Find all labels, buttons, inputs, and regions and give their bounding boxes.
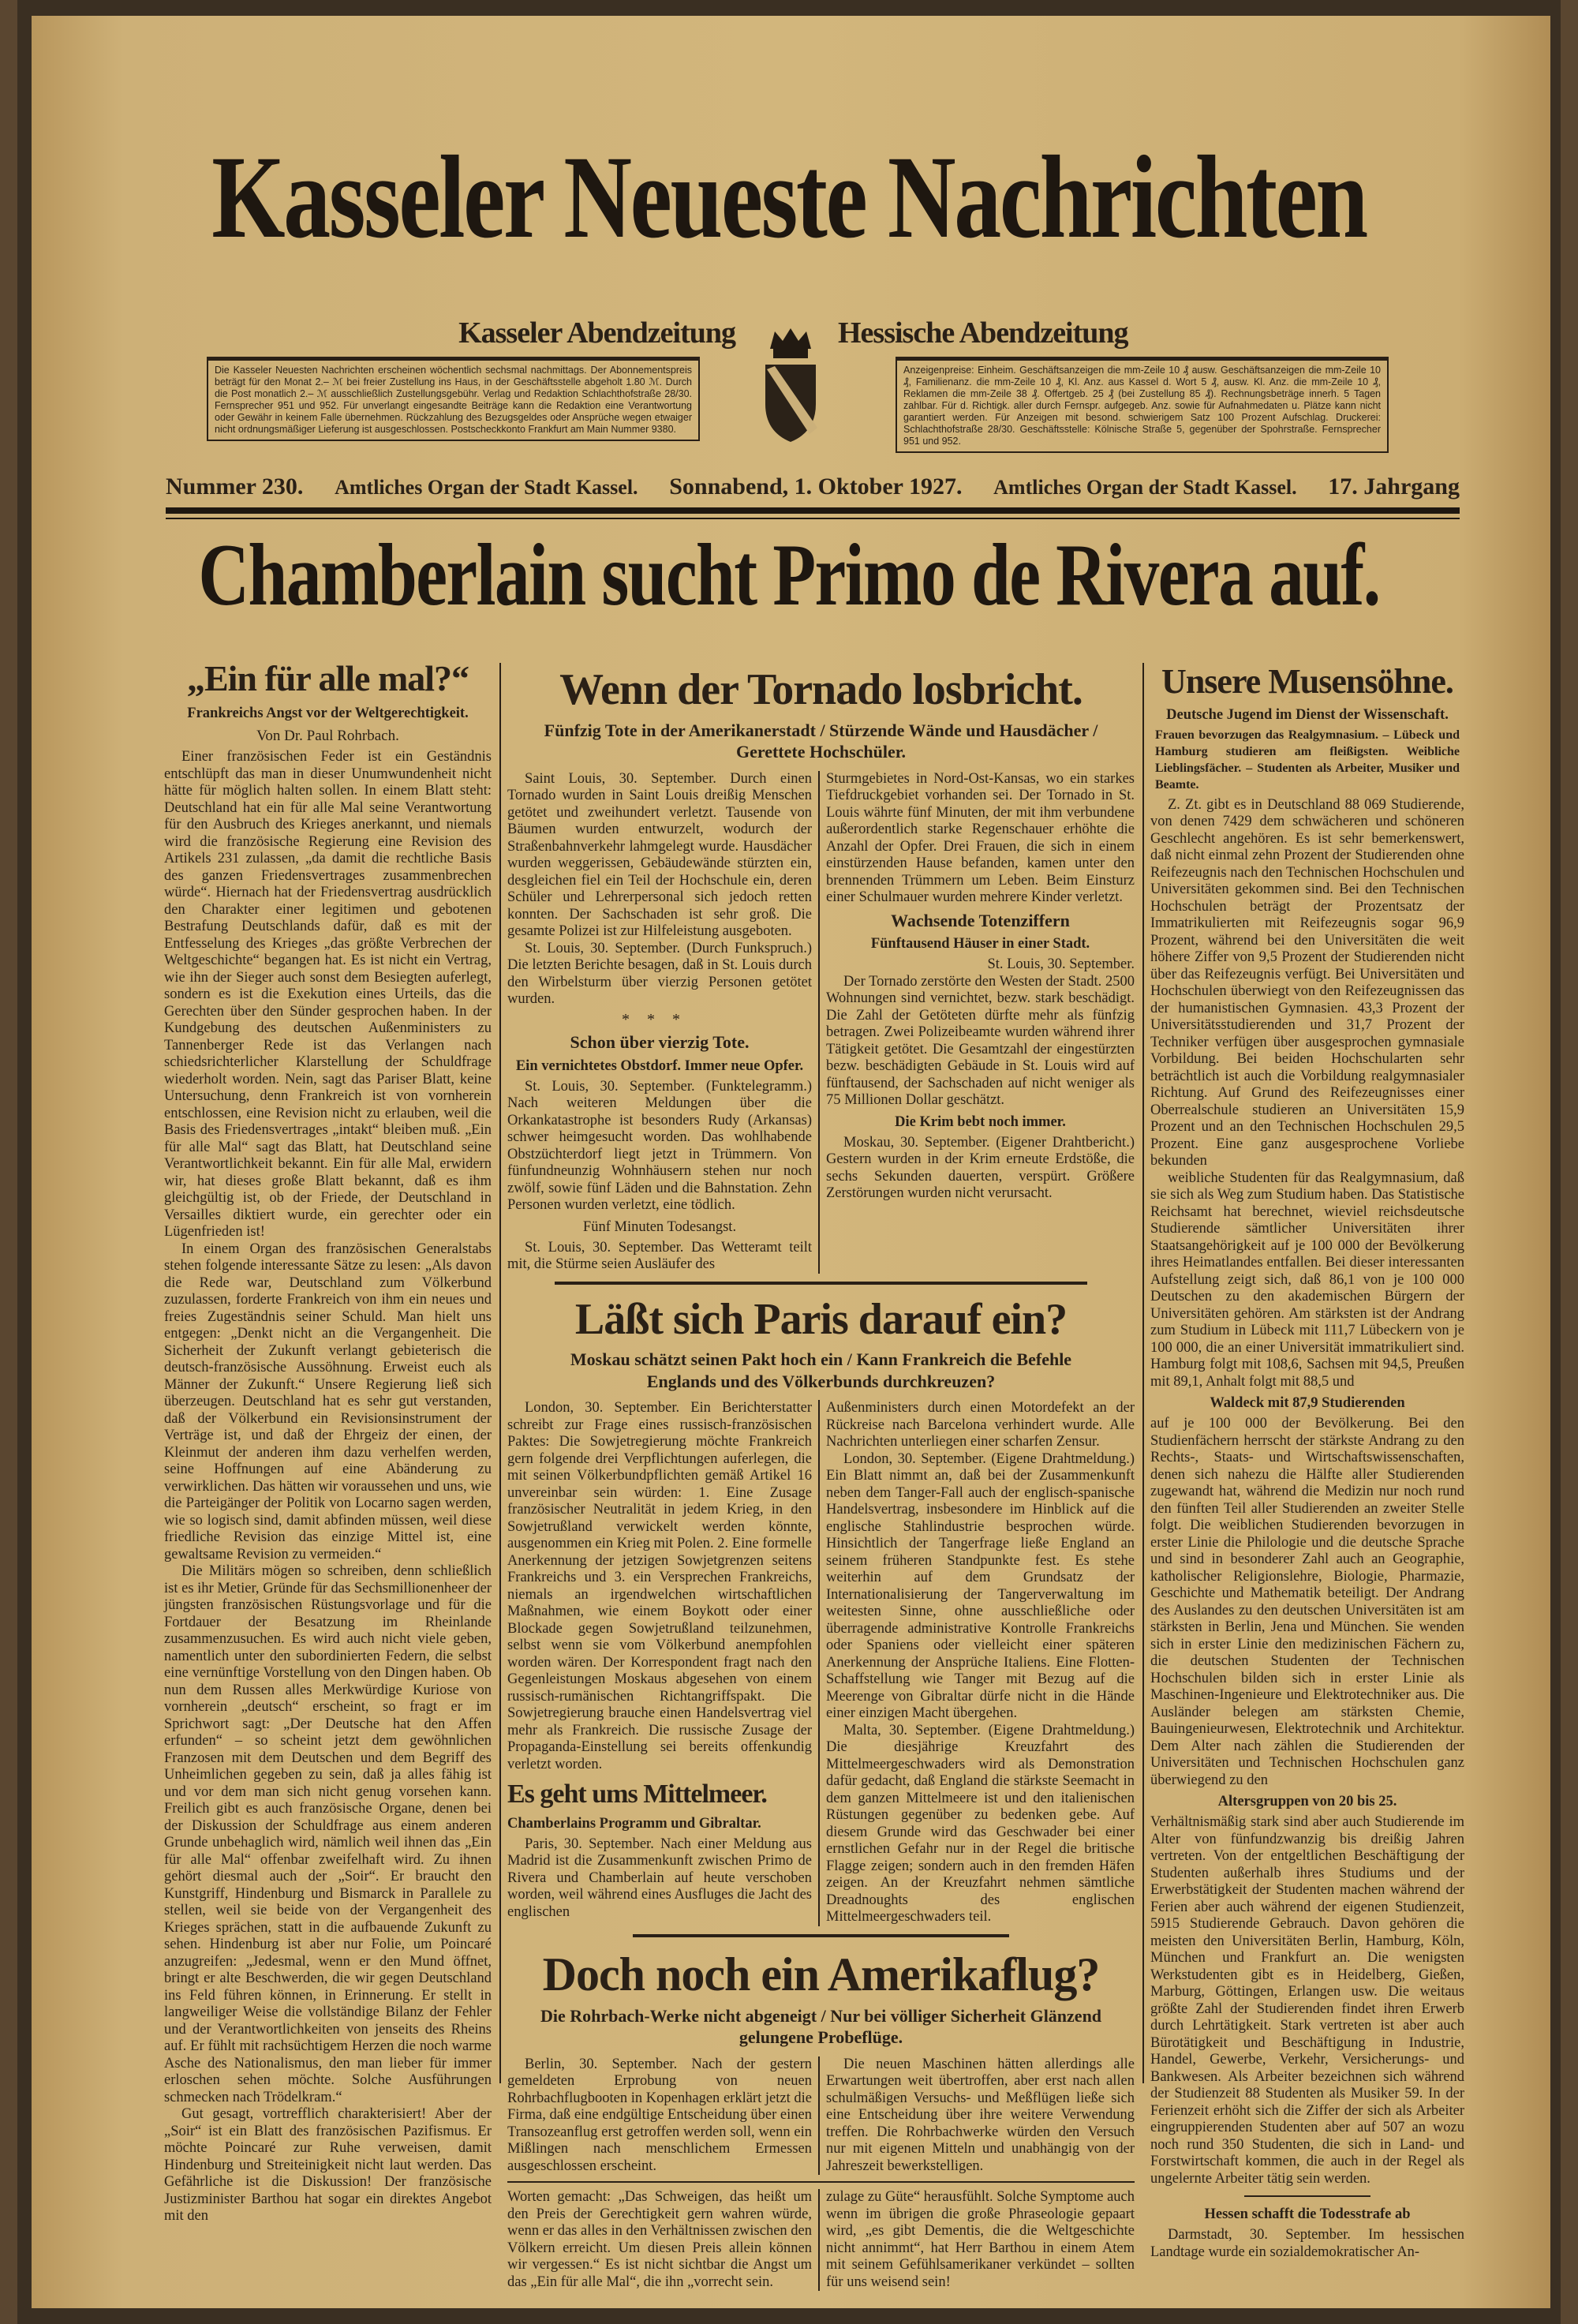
paragraph: Sturmgebietes in Nord-Ost-Kansas, wo ein starkes Tiefdruckgebiet vorhanden sei. Der Tornado in St. Louis währte fünf Minuten, der mit ihm verbundene außerordentlich starke Regenschauer erhöhte die Anzahl der Opfer. Drei Frauen, die sich in einem einstürzenden Hause befanden, kamen unter den brennenden Trümmern um Leben. Beim Einsturz einer Schulmauer wurden mehrere Kinder verletzt. (826, 770, 1135, 906)
official-organ-right: Amtliches Organ der Stadt Kassel. (993, 476, 1297, 499)
paragraph: Die neuen Maschinen hätten allerdings alle Erwartungen weit übertroffen, aber erst nach allen schulmäßigen Versuchs- und Meßflügen ließe sich eine Entscheidung über ihre weitere Verwendung treffen. Die Rohrbachwerke würden den Versuch nur mit eigenen Mitteln und unabhängig von der Jahreszeit bewerkstelligen. (826, 2056, 1135, 2174)
column-divider (1142, 663, 1144, 2083)
subhead: Fünf Minuten Todesangst. (582, 1218, 737, 1235)
continuation-column-a (507, 2189, 813, 2291)
tornado-column-b (818, 771, 1135, 1274)
volume-year: 17. Jahrgang (1328, 473, 1460, 500)
issue-date: Sonnabend, 1. Oktober 1927. (669, 473, 963, 500)
article-summary: Frauen bevorzugen das Realgymnasium. – Lübeck und Hamburg studieren am fleißigsten. Weibliche Lieblingsfächer. – Studenten als Arbeiter, Musiker und Beamte. (1155, 728, 1460, 792)
subhead: Waldeck mit 87,9 Studierenden (1210, 1395, 1405, 1412)
paragraph: Malta, 30. September. (Eigene Drahtmeldung.) Die diesjährige Kreuzfahrt des Mittelmeergeschwaders wird als Demonstration dafür gedacht, daß England die stärkste Seemacht in dem ganzen Mittelmeere ist und den italienischen Rüstungen gegenüber zu bedenken gebe. Auf diesem Grunde wird das Geschwader bei einer ernstlichen Gefahr nur in der Regel die britische Flagge zeigen; sondern auch in den fremden Häfen zeigen. An der Kreuzfahrt nehmen sämtliche Dreadnoughts des englischen Mittelmeergeschwaders teil. (826, 1722, 1135, 1925)
section-rule (633, 1934, 1009, 1937)
article-title: „Ein für alle mal?“ (186, 658, 469, 698)
paris-header (507, 1293, 1135, 1401)
paragraph: St. Louis, 30. September. Das Wetteramt teilt mit, die Stürme seien Ausläufer des (507, 1239, 812, 1273)
masthead-subtitle-right: Hessische Abendzeitung (838, 316, 1128, 350)
subscription-info-box: Die Kasseler Neuesten Nachrichten erscheinen wöchentlich sechsmal nachmittags. Der Abonnementspreis beträgt für den Monat 2.– ℳ bei freier Zustellung ins Haus, in der Geschäftsstelle abgeholt 1.80 ℳ. Durch die Post monatlich 2.– ℳ ausschließlich Zustellungsgebühr. Verlag und Redaktion Schlachthofstraße 28/30. Fernsprecher 951 und 952. Für unverlangt eingesandte Beiträge kann die Redaktion eine Verantwortung oder Gewähr in keinem Falle übernehmen. Rückzahlung des Bezugsgeldes oder Ansprüche wegen etwaiger nicht ordnungsmäßiger Lieferung ist ausgeschlossen. Postscheckkonto Frankfurt am Main Nummer 9380. (207, 357, 700, 441)
paris-body (507, 1400, 1135, 1926)
dateline-text: St. Louis, 30. September. (987, 956, 1135, 973)
masthead-subtitle-left: Kasseler Abendzeitung (458, 316, 735, 350)
paragraph: Moskau, 30. September. (Eigener Drahtbericht.) Gestern wurden in der Krim erneute Erdstöße, die sechs Sekunden dauerten, verspürt. Größere Zerstörungen wurden nicht verursacht. (826, 1134, 1135, 1202)
continuation-column-b (818, 2189, 1135, 2291)
dateline (166, 473, 1460, 505)
paragraph: Der Tornado zerstörte den Westen der Stadt. 2500 Wohnungen sind vernichtet, bezw. stark beschädigt. Die Zahl der Getöteten dürfte mehr als fünfzig betragen. Zwei Polizeibeamte wurden während ihrer Tätigkeit getötet. Die Gesamtzahl der eingestürzten bezw. beschädigten Gebäude in St. Louis wird auf fünftausend, der Sachschaden auf nicht weniger als 75 Millionen Dollar geschätzt. (826, 973, 1135, 1109)
paragraph: Worten gemacht: „Das Schweigen, das heißt um den Preis der Gerechtigkeit gern wahren würde, wenn er das alles in den Verhältnissen zwischen den Völkern erreicht. Um diesen Preis allein können wir vergessen.“ Es ist nicht sichtbar die Angst um das „Ein für alle Mal“, die ihn „vorrecht sein. (507, 2189, 812, 2290)
article-subtitle: Frankreichs Angst vor der Weltgerechtigkeit. (187, 705, 469, 721)
article-title: Unsere Musensöhne. (1161, 662, 1453, 701)
paragraph: Z. Zt. gibt es in Deutschland 88 069 Studierende, von denen 7429 dem schwächeren und schöneren Geschlecht angehören. Es ist sehr bemerkenswert, daß nicht einmal zehn Prozent der Studierenden ohne Reifezeugnis nach den Technischen Hochschulen und Universitäten gekommen sind. Bei den Technischen Hochschulen beträgt der Prozentsatz der Immatrikulierten mit Reifezeugnis sogar 96,9 Prozent, während bei den Universitäten die weit höhere Ziffer von 9,5 Prozent der Studierenden nicht über das Reifezeugnis verfügt. Bei Universitäten und Hochschulen überwiegt von den Reifezeugnissen das der humanistischen Gymnasien. 43,3 Prozent der Universitätsstudierenden und 31,7 Prozent der Techniker verfügen über ausgesprochen gymnasiale Vorbildung. Bei beiden Hochschularten sehr beträchtlich ist auch die Vorbildung realgymnasialer Richtung. Auf Grund des Reifezeugnisses einer Oberrealschule studieren an Universitäten 15,9 Prozent und an den Technischen Hochschulen 29,5 Prozent. Eine ganz ausgesprochene Vorliebe bekunden (1150, 796, 1464, 1169)
paragraph: Die Militärs mögen so schreiben, denn schließlich ist es ihr Metier, Gründe für das Sechsmillionenheer der jüngsten französischen Rüstungsvorlage und für die Fortdauer der Besatzung im Rheinlande zusammenzusuchen. Es wird auch nicht viele geben, namentlich unter den subordinierten Federn, die selbst eine vernünftige Vorstellung von den Dingen haben. Ob nun dem Russen alles Merkwürdige Kuriose von vornherein „deutsch“ erscheint, so fragt er im Sprichwort sagt: „Der Deutsche hat den Affen erfunden“ – so scheint jetzt dem gewöhnlichen Franzosen mit dem Deutschen und dem Begriff des Unheimlichen gegeben zu sein, daß ja alles fähig ist und vor dem man sich nicht genug vorsehen kann. Freilich gibt es auch französische Organe, denen bei der Diskussion der Schuldfrage aus einem anderen Grunde unbehaglich wird, nämlich weil ihnen das „Ein für alle Mal“ offenbar zweifelhaft wird. Zu ihnen gehört diesmal auch der „Soir“. Er braucht den Kunstgriff, Hindenburg und Bismarck in Parallele zu stellen, weil sie beide von der Vergangenheit des Krieges sprächen, statt in die aufbauende Zukunft zu sehen. Hindenburg ist aber nur Folie, um Poincaré anzugreifen: „Jedesmal, wenn er den Mund öffnet, bringt er alte Beschwerden, die wir gegen Deutschland ins Feld führen können, in Erinnerung. Er stellt in langweiliger Weise die vollständige Bilanz der Fehler und der Verantwortlichkeiten von jenseits des Rheins auf. Er fühlt mit rachsüchtigem Herzen die noch warme Asche des Nationalismus, den man lieber für immer erloschen sehen möchte. Solche Ausführungen schmecken nach Trödelkram.“ (164, 1563, 492, 2105)
paragraph: Außenministers durch einen Motordefekt an der Rückreise nach Barcelona verhindert wurde. Alle Nachrichten unterliegen einer scharfen Zensur. (826, 1400, 1135, 1450)
subhead: Wachsende Totenziffern (891, 910, 1070, 930)
amerikaflug-header (507, 1945, 1135, 2056)
article-ein-fuer-alle-mal (164, 659, 492, 2225)
masthead-rule-thick (166, 507, 1460, 514)
article-byline: Von Dr. Paul Rohrbach. (256, 727, 399, 744)
paragraph: zulage zu Güte“ herausfühlt. Solche Symptome auch wenn im übrigen die große Phraseologie gepaart wird, „es gibt Dementis, die die Weltgeschichte nicht annimmt“, hat Herr Barthou in einem Atem mit seinem Gefühlsamerikaner verkündet – sollten für uns weisend sein! (826, 2189, 1135, 2290)
article-mittelmeer (507, 1779, 812, 1921)
tornado-header (507, 663, 1135, 771)
article-subtitle: Chamberlains Programm und Gibraltar. (507, 1815, 761, 1832)
continuation-body (507, 2189, 1135, 2291)
amerikaflug-body (507, 2056, 1135, 2176)
column-divider (499, 663, 501, 2083)
amerikaflug-column-b (818, 2056, 1135, 2176)
paragraph: Berlin, 30. September. Nach der gestern gemeldeten Erprobung von neuen Rohrbachflugbooten in Kopenhagen erklärt jetzt die Firma, daß eine endgültige Entscheidung über einen Transozeanflug erst getroffen werden soll, wenn ein Mißlingen nach menschlichem Ermessen ausgeschlossen erscheint. (507, 2056, 812, 2174)
paragraph: Paris, 30. September. Nach einer Meldung aus Madrid ist die Zusammenkunft zwischen Primo de Rivera und Chamberlain auf heute verschoben worden, weil während eines Ausfluges die Jacht des englischen (507, 1836, 812, 1920)
paragraph: weibliche Studenten für das Realgymnasium, daß sie sich als Weg zum Studium haben. Das Statistische Reichsamt hat berechnet, wieviel reichsdeutsche Studierende sämtlicher Universitäten ihrer Staatsangehörigkeit auf je 100 000 der Bevölkerung ihres Heimatlandes entfallen. Bei dieser interessanten Aufstellung zeigt sich, daß 86,1 von je 100 000 Deutschen zu den akademischen Bürgern der Universitäten gehören. Am stärksten ist der Andrang zum Studium in Lübeck mit 111,7 Lübeckern von je 100 000, die an einer Universität immatrikuliert sind. Hamburg folgt mit 108,6, Sachsen mit 94,5, Preußen mit 89,1, Anhalt folgt mit 88,5 und (1150, 1169, 1464, 1390)
subhead-subtitle: Fünftausend Häuser in einer Stadt. (870, 936, 1090, 952)
section-rule (555, 1282, 1088, 1285)
paris-column-b (818, 1400, 1135, 1926)
paragraph: Saint Louis, 30. September. Durch einen Tornado wurden in Saint Louis dreißig Menschen getötet und zweihundert verletzt. Tausende von Bäumen wurden entwurzelt, wodurch der Straßenbahnverkehr lahmgelegt wurde. Hausdächer wurden weggerissen, Gebäudewände stürzten ein, desgleichen fiel ein Teil der Hochschule ein, deren Schüler und Lehrerpersonal sich jedoch retten konnten. Der Sachschaden ist sehr groß. Die gesamte Polizei ist zur Hilfeleistung ausgeboten. (507, 770, 812, 940)
amerikaflug-column-a (507, 2056, 813, 2176)
masthead-title: Kasseler Neueste Nachrichten (211, 132, 1367, 263)
scan-edge-left (0, 0, 17, 2324)
paris-column-a (507, 1400, 813, 1926)
scan-edge-right (1561, 0, 1578, 2324)
article-musensoehne (1150, 663, 1464, 2261)
article-title: Läßt sich Paris darauf ein? (574, 1294, 1068, 1344)
advertising-rates-box: Anzeigenpreise: Einheim. Geschäftsanzeigen die mm-Zeile 10 ₰ ausw. Geschäftsanzeigen die mm-Zeile 10 ₰, Familienanz. die mm-Zeile 10 ₰, Kl. Anz. aus Kassel d. Wort 5 ₰, ausw. Kl. Anz. die mm-Zeile 10 ₰, Reklamen die mm-Zeile 38 ₰. Offertgeb. 25 ₰ (bei Zustellung 85 ₰). Rechnungsbeträge innerh. 5 Tagen zahlbar. Für d. Richtigk. aller durch Fernspr. aufgegeb. Anz. sowie für Aufnahmedaten u. Plätze kann nicht garantiert werden. Für Anzeigen mit besond. schwierigem Satz 100 Prozent Aufschlag. Druckerei: Schlachthofstraße 28/30. Geschäftsstelle: Kölnische Straße 5, gegenüber der Spohrstraße. Fernsprecher 951 und 952. (896, 357, 1389, 453)
paragraph: Einer französischen Feder ist ein Geständnis entschlüpft das man in dieser Unumwundenheit nicht hätte für möglich halten sollen. In einem Blatt steht: Deutschland hat ein für alle Mal seine Verantwortung für den Ausbruch des Krieges anerkannt, und niemals wird die französische Regierung eine Revision des Artikels 231 zulassen, „da damit die rechtliche Basis des ganzen Friedensvertrages zusammenbrechen würde“. Hiernach hat der Friedensvertrag ausdrücklich den Charakter einer legitimen und gebotenen Bestrafung Deutschlands dafür, daß es mit der Entfesselung des Krieges „das größte Verbrechen der Weltgeschichte“ begangen hat. Es ist nicht ein Vertrag, wie ihn der Sieger auch sonst dem Besiegten auferlegt, sondern es ist die Exekution eines Urteils, das die Gerechten über den Sünder gesprochen haben. In der Kundgebung des deutschen Außenministers zu Tannenberger Rede ist das Verlangen nach schiedsrichterlicher Klarstellung der Schuldfrage wiederholt worden. Nein, sagt das Pariser Blatt, keine Untersuchung, denn Frankreich ist von vornherein entschlossen, eine Revision nicht zu erlauben, weil die Basis des Friedensvertrages „intakt“ bleiben muß. „Ein für alle Mal“ sagt das Blatt, hat Deutschland seine Verantwortlichkeit bekannt. Ein für alle Mal, erwidern wir, hat dieses große Blatt bekannt, daß es ihm gleichgültig ist, ob der Friede, der Deutschland in Versailles diktiert wurde, ein gerechter oder ein Lügenfrieden ist! (164, 749, 492, 1241)
subhead: Schon über vierzig Tote. (570, 1032, 750, 1053)
subhead: Altersgruppen von 20 bis 25. (1217, 1794, 1397, 1810)
section-rule (507, 2181, 1135, 2183)
official-organ-left: Amtliches Organ der Stadt Kassel. (335, 476, 638, 499)
paragraph: St. Louis, 30. September. (Funktelegramm.) Nach weiteren Meldungen über die Orkankatastrophe ist besonders Rudy (Arkansas) schwer heimgesucht worden. Das wohlhabende Obstzüchterdorf liegt jetzt in Trümmern. Von fünfundneunzig Wohnhäusern stehen nur noch zwölf, sowie fünf Läden und die Bahnstation. Zehn Personen wurden verletzt, eine tödlich. (507, 1078, 812, 1214)
article-subtitle: Fünfzig Tote in der Amerikanerstadt / Stürzende Wände und Hausdächer / Gerettete Hochschüler. (544, 720, 1098, 762)
paragraph: In einem Organ des französischen Generalstabs stehen folgende interessante Sätze zu lesen: „Als davon die Rede war, Deutschland zum Völkerbund zuzulassen, forderte Frankreich von ihm ein neues und freies Zugeständnis seiner Schuld. Man hielt uns entgegen: „Denkt nicht an die Vergangenheit. Die Sicherheit der Zukunft verlangt gebieterisch die deutsch-französische Aussöhnung. Erweist euch als Männer der Zukunft.“ Unsere Regierung ließ sich überzeugen. Deutschland hat es sehr gut verstanden, daß der Völkerbund ein Revisionsinstrument der Verträge ist, und daß der Ehrgeiz der einen, der Kleinmut der anderen ihm dazu verhelfen werden, seine Hoffnungen auf eine Abänderung zu verwirklichen. Das hätten wir voraussehen und uns, wie die Parteigänger der Politik von Locarno sagen werden, wie so logisch sind, damit abfinden müssen, weil diese friedliche Revision das einzige Mittel ist, eine gewaltsame Revision zu vermeiden.“ (164, 1241, 492, 1562)
issue-number: Nummer 230. (166, 473, 304, 500)
subhead-subtitle: Ein vernichtetes Obstdorf. Immer neue Opfer. (515, 1057, 804, 1074)
article-title: Es geht ums Mittelmeer. (507, 1779, 767, 1809)
article-title: Doch noch ein Amerikaflug? (542, 1948, 1100, 2000)
main-headline: Chamberlain sucht Primo de Rivera auf. (198, 526, 1380, 624)
article-title: Wenn der Tornado losbricht. (559, 665, 1083, 714)
article-subtitle: Die Rohrbach-Werke nicht abgeneigt / Nur bei völliger Sicherheit Glänzend gelungene Probeflüge. (540, 2005, 1102, 2048)
center-columns (507, 663, 1135, 2291)
paragraph: St. Louis, 30. September. (Durch Funkspruch.) Die letzten Berichte besagen, daß in St. Louis durch den Wirbelsturm über vierzig Personen getötet wurden. (507, 940, 812, 1008)
article-subtitle: Deutsche Jugend im Dienst der Wissenschaft. (1166, 707, 1449, 724)
paragraph: London, 30. September. (Eigene Drahtmeldung.) Ein Blatt nimmt an, daß bei der Zusammenkunft neben dem Tanger-Fall auch der englisch-spanische Handelsvertrag, insbesondere im Hinblick auf die englische Stahlindustrie besprochen würde. Hinsichtlich der Tangerfrage ließe England an seinem früheren Standpunkte fest. Es stehe weiterhin auf dem Grundsatz der Internationalisierung der Tangerverwaltung im weitesten Sinne, ohne ausschließliche oder überragende administrative Kontrolle Frankreichs oder Spaniens oder vielleicht einer späteren Anerkennung der Ansprüche Italiens. Eine Flotten-Schaffstellung wie Tanger mit Bezug auf die Meerenge von Gibraltar dürfe nicht in die Hände einer einzigen Macht übergehen. (826, 1450, 1135, 1722)
masthead-rule-thin (166, 518, 1460, 519)
subhead: Die Krim bebt noch immer. (895, 1113, 1066, 1130)
tornado-column-a (507, 771, 813, 1274)
section-rule (1244, 2195, 1370, 2197)
paragraph: auf je 100 000 der Bevölkerung. Bei den Studienfächern herrscht der stärkste Andrang zu den Rechts-, Staats- und Wirtschaftswissenschaften, denen sich nahezu die Hälfte aller Studierenden zugewandt hat, während die Medizin nur noch rund den fünften Teil aller Studierenden an zweiter Stelle folgt. Die weiblichen Studierenden bevorzugen in erster Linie die Philologie und die deutsche Sprache und sind in besonderer Zahl auch an Geographie, katholischer Religionslehre, Biologie, Pharmazie, Geschichte und Mathematik beteiligt. Der Andrang des Auslandes zu den deutschen Universitäten ist am stärksten in Berlin, Jena und München. Sie wenden sich in erster Linie den medizinischen Fächern zu, die deutschen Studenten der Technischen Hochschulen bilden sich in erster Linie als Maschinen-Ingenieure und Elektrotechniker aus. Die Ausländer belegen am stärksten Chemie, Bauingenieurwesen, Elektrotechnik und Architektur. Dem Alter nach zählen die Studierenden der Universitäten und Technischen Hochschulen ganz überwiegend zu den (1150, 1416, 1464, 1788)
section-stars-icon: *** (622, 1010, 697, 1028)
paragraph: London, 30. September. Ein Berichterstatter schreibt zur Frage eines russisch-französischen Paktes: Die Sowjetregierung möchte Frankreich gern folgende drei Verpflichtungen auferlegen, die mit seinen Völkerbundpflichten gemäß Artikel 16 unvereinbar sein würden: 1. Eine Zusage französischer Neutralität in jedem Krieg, in den Sowjetrußland verwickelt werden könnte, ausgenommen ein Krieg mit Polen. 2. Eine formelle Anerkennung der jetzigen Sowjetgrenzen seitens Frankreichs und 3. ein Versprechen Frankreichs, niemals an irgendwelchen wirtschaftlichen Maßnahmen, wie einem Boykott oder einer Blockade gegen Sowjetrußland teilzunehmen, selbst wenn sie vom Völkerbund anempfohlen worden wären. Der Korrespondent fragt nach den Gegenleistungen Moskaus abgesehen von einem russisch-rumänischen Richtangriffspakt. Die Sowjetregierung brauche einen Handelsvertrag viel mehr als Frankreich. Die russische Zusage der Propaganda-Einstellung sei bereits offenkundig verletzt worden. (507, 1400, 812, 1772)
tornado-body (507, 771, 1135, 1274)
paragraph: Darmstadt, 30. September. Im hessischen Landtage wurde ein sozialdemokratischer An- (1150, 2227, 1464, 2260)
coat-of-arms-icon (759, 325, 822, 443)
paragraph: Verhältnismäßig stark sind aber auch Studierende im Alter von fünfundzwanzig bis dreißig Jahren vertreten. Von der entgeltlichen Beschäftigung der Studenten außerhalb ihres Studiums und der Erwerbstätigkeit der Studenten machen während der Ferien aber auch während der eigenen Studienzeit, 5915 Studierende Gebrauch. Davon gehören die meisten den Universitäten Berlin, Hamburg, Köln, München und Frankfurt an. Die wenigsten Werkstudenten gibt es in Heidelberg, Gießen, Marburg, Göttingen, Erlangen usw. Die weitaus größte Zahl der Studierenden findet ihren Erwerb durch Lehrtätigkeit. Stark vertreten ist aber auch Bürotätigkeit und Beschäftigung in Industrie, Handel, Gewerbe, Verkehr, Versicherungs- und Bankwesen. Als Arbeiter bezeichnen sich während der Studienzeit 88 Studenten als Musiker 59. In der Ferienzeit erhöht sich die Ziffer der sich als Arbeiter eingruppierenden Studenten aber auf 507 an wozu noch rund 350 Studenten, die sich in Land- und Forstwirtschaft kommen, die auch in der Regel als ungelernte Arbeiter tätig sein werden. (1150, 1814, 1464, 2187)
paragraph: Gut gesagt, vortrefflich charakterisiert! Aber der „Soir“ ist ein Blatt des französischen Pazifismus. Er möchte Poincaré zur Ruhe verweisen, damit Hindenburg und Streiteinigkeit nicht laut werden. Das Gefährliche ist die Diskussion! Der französische Justizminister Barthou hat sogar ein direktes Angebot mit den (164, 2106, 492, 2225)
subhead: Hessen schafft die Todesstrafe ab (1204, 2206, 1411, 2223)
article-subtitle: Moskau schätzt seinen Pakt hoch ein / Kann Frankreich die Befehle Englands und des Völkerbunds durchkreuzen? (570, 1349, 1072, 1391)
